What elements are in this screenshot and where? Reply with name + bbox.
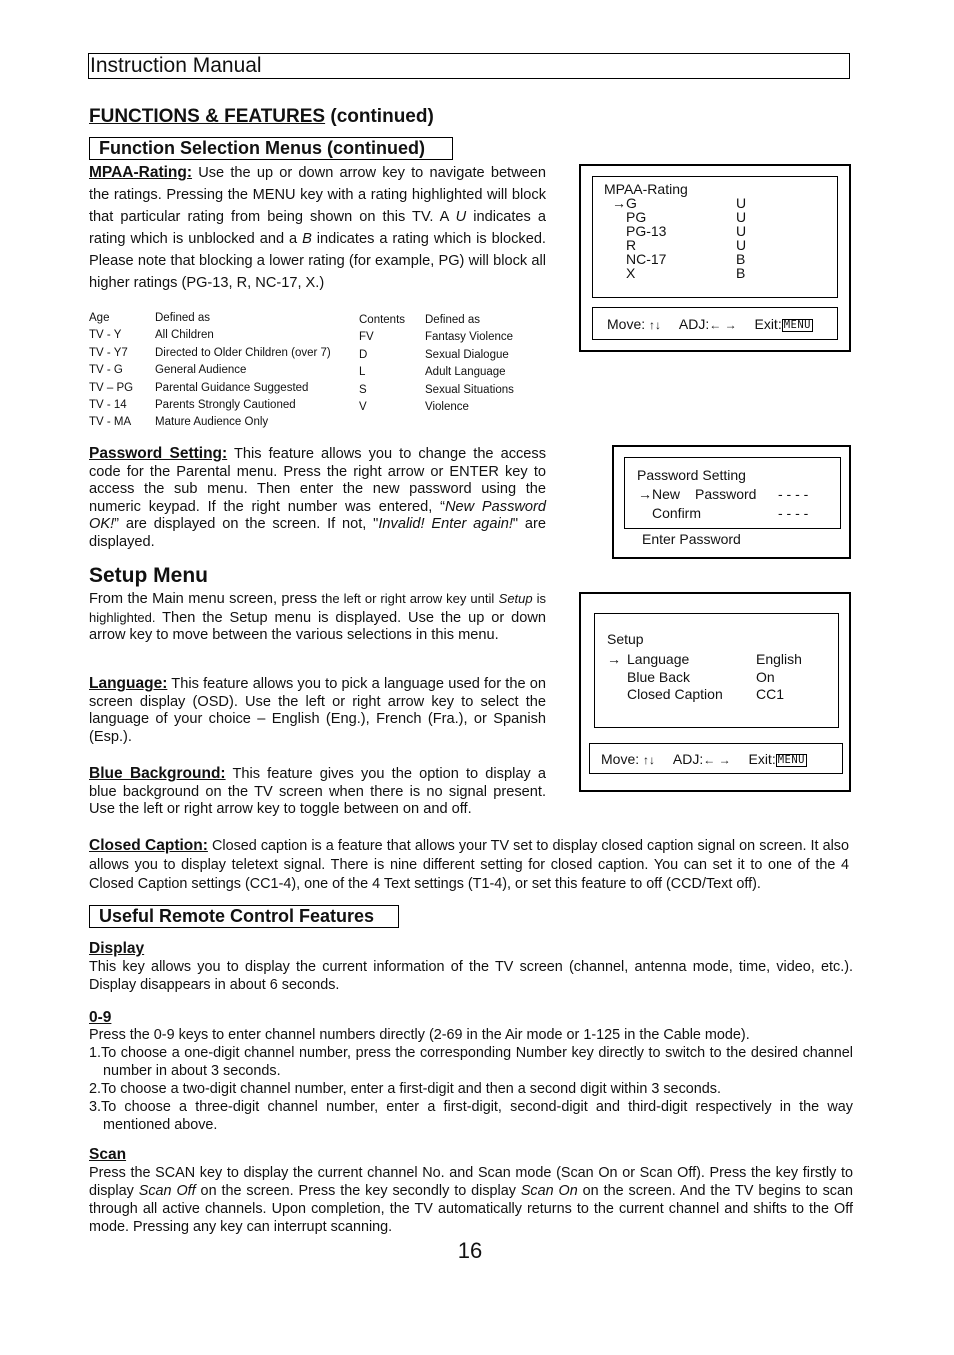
rating-value: U (736, 195, 747, 211)
rating-label: G (626, 195, 637, 211)
setup-word: Setup (498, 591, 533, 606)
rating-label: PG-13 (626, 223, 667, 239)
digits-section (89, 1026, 853, 1134)
up-down-arrows-icon: ↑↓ (649, 318, 662, 332)
exit-label: Exit: (754, 316, 782, 332)
contents-code: D (359, 348, 368, 361)
left-right-arrows-icon: ← → (703, 753, 731, 767)
subsection-title (89, 137, 453, 160)
contents-def: Sexual Dialogue (425, 348, 509, 361)
contents-def: Sexual Situations (425, 383, 514, 396)
digits-intro: Press the 0-9 keys to enter channel numbers directly (2-69 in the Air mode or 1-125 in the Cable mode). (89, 1027, 750, 1043)
digits-list-item: 2.To choose a two-digit channel number, enter a first-digit and then a second digit within 3 seconds. (89, 1081, 721, 1097)
setup-screen (579, 592, 851, 792)
age-code: TV - Y (89, 329, 122, 342)
blue-background-lead: Blue Background: (89, 765, 226, 782)
mpaa-text-3: indicates a rating which is blocked. Please note that blocking a lower rating (for example, PG) will block all higher ratings (PG-13, R, NC-17, X.) (89, 231, 546, 291)
password-error-message: Invalid! Enter again! (378, 516, 513, 532)
mpaa-screen-title: MPAA-Rating (604, 181, 688, 197)
setup-paragraph (89, 590, 546, 645)
display-heading: Display (89, 940, 145, 957)
password-lead: Password Setting: (89, 445, 228, 462)
age-col-header: Age (89, 312, 110, 324)
language-lead: Language: (89, 675, 168, 692)
mpaa-screen-body (592, 176, 838, 298)
display-text: This key allows you to display the current information of the TV screen (channel, antenna mode, time, video, etc.). Display disappears in about 6 seconds. (89, 959, 853, 993)
contents-def: Adult Language (425, 366, 506, 379)
digits-heading: 0-9 (89, 1009, 112, 1026)
cursor-arrow-icon: → (638, 486, 652, 502)
blue-background-text: This feature gives you the option to display a blue background on the TV screen when there is no signal present. Use the left or right arrow key to toggle between on and off. (89, 766, 546, 817)
language-paragraph (89, 675, 546, 746)
confirm-password-value: - - - - (778, 505, 809, 521)
osd-footer-line (601, 752, 807, 767)
contents-def-header: Defined as (425, 314, 480, 326)
age-code: TV - Y7 (89, 346, 128, 359)
rating-value: B (736, 251, 746, 267)
age-def-header: Defined as (155, 312, 210, 324)
setup-screen-footer (589, 743, 843, 774)
exit-label: Exit: (748, 751, 776, 767)
scan-text-3: on the screen. And the TV begins to scan through all active channels. Upon completion, the TV automatically returns to the current channel and shifts to the Off mode. Pressing any key can interrupt scanning. (89, 1183, 853, 1235)
rating-value: U (736, 223, 747, 239)
section-title-suffix: (continued) (325, 106, 434, 127)
password-screen-body (624, 457, 841, 529)
scan-text-2: on the screen. Press the key secondly to display (195, 1183, 521, 1199)
rating-label: R (626, 237, 637, 253)
new-label: New (652, 486, 681, 502)
password-paragraph (89, 445, 546, 551)
mpaa-text-1: Use the up or down arrow key to navigate between the ratings. Pressing the MENU key with a rating highlighted will block that particular rating from being shown on this TV. A (89, 165, 546, 225)
rating-value: U (736, 209, 747, 225)
mpaa-u: U (455, 209, 467, 225)
contents-code: S (359, 383, 367, 396)
password-text-3: " are displayed. (89, 516, 547, 550)
up-down-arrows-icon: ↑↓ (643, 753, 656, 767)
age-code: TV - G (89, 364, 123, 377)
scan-off-text: Scan Off (138, 1183, 196, 1199)
contents-code: L (359, 366, 366, 379)
subsection-title-text: Function Selection Menus (continued) (99, 138, 425, 158)
age-code: TV - 14 (89, 398, 127, 411)
osd-footer-line (607, 317, 813, 332)
contents-code: V (359, 400, 367, 413)
left-right-arrows-icon: ← → (709, 318, 737, 332)
confirm-label: Confirm (652, 505, 702, 521)
mpaa-screen-footer (592, 307, 838, 340)
page-number: 16 (457, 1238, 483, 1263)
setup-screen-body (594, 613, 839, 728)
contents-def: Violence (425, 400, 469, 413)
section-title (89, 106, 434, 128)
remote-features-title-text: Useful Remote Control Features (99, 906, 375, 926)
setup-heading: Setup Menu (89, 564, 208, 587)
closed-caption-paragraph (89, 836, 849, 894)
setup-option-label: Language (627, 651, 690, 667)
rating-label: PG (626, 209, 647, 225)
blue-background-paragraph (89, 765, 546, 819)
mpaa-lead: MPAA-Rating: (89, 164, 193, 181)
password-text-2: ” are displayed on the screen. If not, " (114, 516, 379, 532)
age-code: TV – PG (89, 381, 134, 394)
section-title-main: FUNCTIONS & FEATURES (89, 106, 326, 127)
new-password-value: - - - - (778, 486, 809, 502)
setup-text-3: Then the Setup menu is displayed. Use the up or down arrow key to move between the various selections in this menu. (89, 609, 546, 643)
move-label: Move: (607, 316, 646, 332)
closed-caption-text: Closed caption is a feature that allows your TV set to display closed caption signal on screen. It also allows you to display teletext signal. There is nine different setting for closed caption. You can set it to one of the 4 Closed Caption settings (CC1-4), one of the 4 Text settings (T1-4), or set this feature to off (CCD/Text off). (89, 838, 849, 892)
age-def: Parental Guidance Suggested (155, 381, 309, 394)
password-text-1: This feature allows you to change the access code for the Parental menu. Press the right arrow or ENTER key to access the sub menu. Then enter the new password using the numeric keypad. If the right number was entered, “ (89, 446, 546, 515)
mpaa-b: B (302, 231, 312, 247)
setup-option-value: On (756, 669, 775, 685)
rating-label: NC-17 (626, 251, 667, 267)
age-def: All Children (155, 329, 214, 342)
scan-text-1: Press the SCAN key to display the current channel No. and Scan mode (Scan On or Scan Off). Press the key firstly to display (89, 1165, 853, 1199)
password-ok-message: New Password OK! (89, 498, 546, 532)
closed-caption-lead: Closed Caption: (89, 837, 208, 854)
password-screen-footer: Enter Password (642, 531, 741, 547)
scan-on-text: Scan On (520, 1183, 578, 1199)
password-screen (612, 445, 851, 559)
setup-text-2: is highlighted. (89, 591, 547, 625)
menu-key-icon: MENU (777, 754, 806, 766)
scan-paragraph (89, 1164, 853, 1236)
language-text: This feature allows you to pick a language used for the on screen display (OSD). Use the left or right arrow key to select the language of your choice – English (Eng.), French (Fra.), or Spanish (Esp.). (89, 676, 546, 745)
password-screen-title: Password Setting (637, 467, 746, 483)
age-code: TV - MA (89, 416, 132, 429)
age-def: Mature Audience Only (155, 416, 269, 429)
age-def: General Audience (155, 364, 247, 377)
cursor-arrow-icon: → (607, 651, 621, 667)
contents-def: Fantasy Violence (425, 331, 514, 344)
contents-col-header: Contents (359, 314, 406, 326)
mpaa-screen (579, 164, 851, 352)
setup-option-value: English (756, 651, 802, 667)
setup-option-value: CC1 (756, 686, 785, 702)
rating-label: X (626, 265, 636, 281)
setup-text-1b: the left or right arrow key until (321, 591, 495, 606)
setup-text-1: From the Main menu screen, press (89, 591, 322, 607)
password-label: Password (695, 486, 757, 502)
mpaa-text-2: indicates a rating which is unblocked and a (89, 209, 546, 247)
digits-list-item: 1.To choose a one-digit channel number, press the corresponding Number key directly to switch to the desired channel number in about 3 seconds. (89, 1045, 853, 1079)
rating-value: B (736, 265, 746, 281)
setup-option-label: Closed Caption (627, 686, 723, 702)
move-label: Move: (601, 751, 640, 767)
adj-label: ADJ: (672, 751, 704, 767)
setup-screen-title: Setup (607, 631, 644, 647)
rating-value: U (736, 237, 747, 253)
age-def: Parents Strongly Cautioned (155, 398, 296, 411)
remote-features-title (89, 905, 399, 928)
age-def: Directed to Older Children (over 7) (155, 346, 331, 359)
setup-option-label: Blue Back (627, 669, 691, 685)
manual-header (88, 53, 850, 79)
manual-title: Instruction Manual (90, 54, 262, 77)
scan-heading: Scan (89, 1146, 127, 1163)
adj-label: ADJ: (678, 316, 710, 332)
cursor-arrow-icon: → (612, 195, 626, 211)
menu-key-icon: MENU (783, 319, 812, 331)
digits-list-item: 3.To choose a three-digit channel number, enter a first-digit, second-digit and third-digit respectively in the way mentioned above. (89, 1099, 853, 1133)
mpaa-paragraph (89, 162, 546, 294)
contents-code: FV (359, 331, 374, 344)
